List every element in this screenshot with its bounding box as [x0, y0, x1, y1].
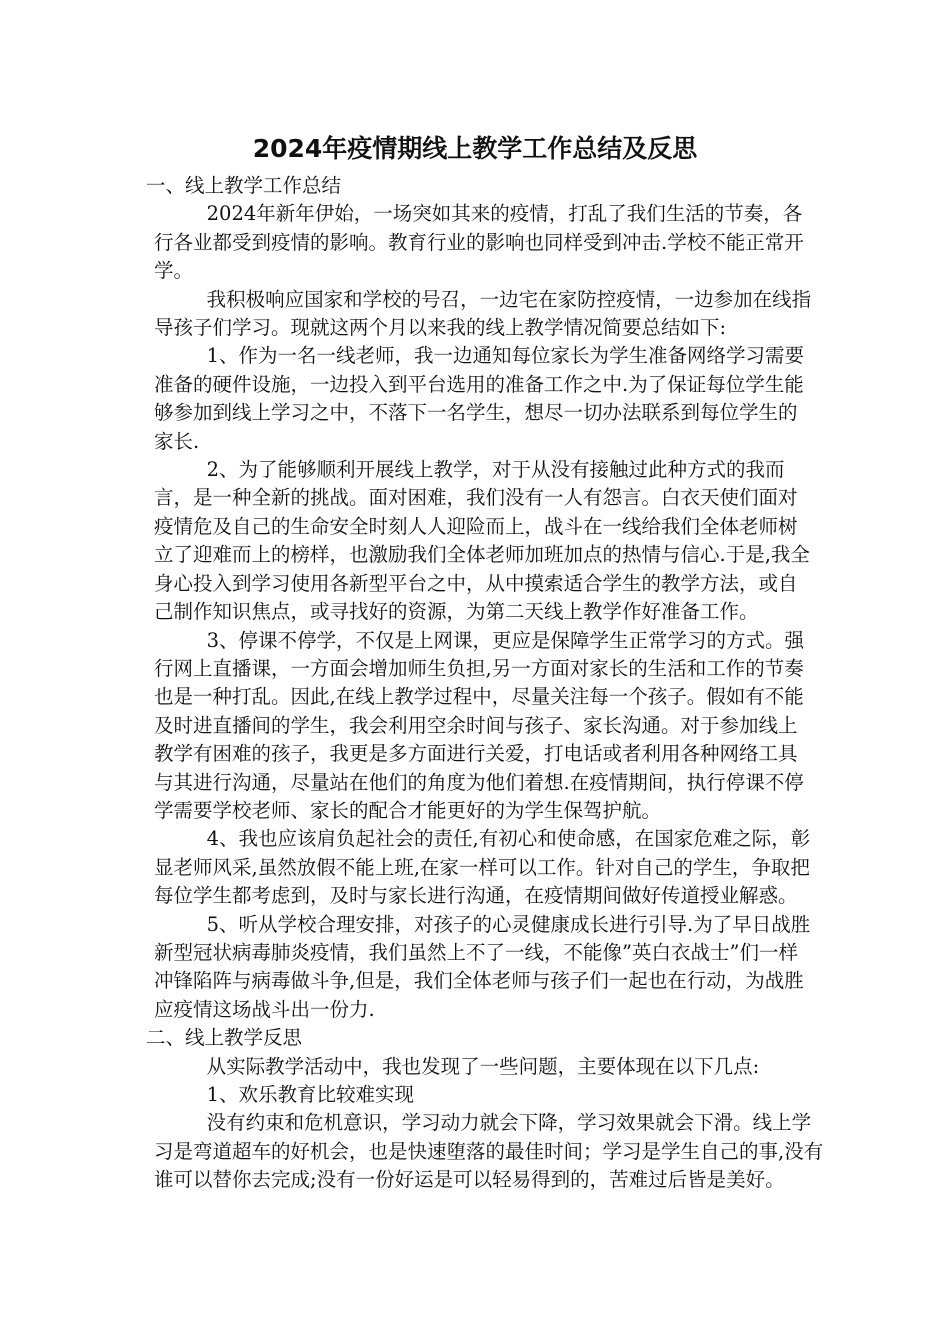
paragraph: 1、作为一名一线老师，我一边通知每位家长为学生准备网络学习需要准备的硬件设施，一边投入到平台选用的准备工作之中.为了保证每位学生能够参加到线上学习之中，不落下一名学生，想尽一切办法联系到每位学生的家长.	[154, 344, 805, 453]
paragraph: 从实际教学活动中，我也发现了一些问题，主要体现在以下几点:	[206, 1054, 760, 1078]
paragraph: 3、停课不停学，不仅是上网课，更应是保障学生正常学习的方式。强行网上直播课，一方面会增加师生负担,另一方面对家长的生活和工作的节奏也是一种打乱。因此,在线上教学过程中，尽量关注每一个孩子。假如有不能及时进直播间的学生，我会利用空余时间与孩子、家长沟通。对于参加线上教学有困难的孩子，我更是多方面进行关爱，打电话或者利用各种网络工具与其进行沟通，尽量站在他们的角度为他们着想.在疫情期间，执行停课不停学需要学校老师、家长的配合才能更好的为学生保驾护航。	[154, 628, 805, 822]
section-heading-reflection: 二、线上教学反思	[146, 1026, 303, 1050]
paragraph: 5、听从学校合理安排，对孩子的心灵健康成长进行引导.为了早日战胜新型冠状病毒肺炎疫情，我们虽然上不了一线，不能像”英白衣战士”们一样冲锋陷阵与病毒做斗争,但是，我们全体老师与孩子们一起也在行动，为战胜应疫情这场战斗出一份力.	[154, 912, 811, 1021]
paragraph: 4、我也应该肩负起社会的责任,有初心和使命感，在国家危难之际，彰显老师风采,虽然放假不能上班,在家一样可以工作。针对自己的学生，争取把每位学生都考虑到，及时与家长进行沟通，在疫情期间做好传道授业解惑。	[154, 827, 811, 908]
paragraph: 2024年新年伊始，一场突如其来的疫情，打乱了我们生活的节奏，各行各业都受到疫情的影响。教育行业的影响也同样受到冲击.学校不能正常开学。	[154, 202, 804, 283]
document-title: 2024年疫情期线上教学工作总结及反思	[252, 134, 698, 163]
paragraph: 没有约束和危机意识，学习动力就会下降，学习效果就会下滑。线上学习是弯道超车的好机会，也是快速堕落的最佳时间；学习是学生自己的事,没有谁可以替你去完成;没有一份好运是可以轻易得到的，苦难过后皆是美好。	[154, 1111, 824, 1192]
paragraph: 我积极响应国家和学校的号召，一边宅在家防控疫情，一边参加在线指导孩子们学习。现就这两个月以来我的线上教学情况简要总结如下:	[154, 287, 812, 340]
document-body	[146, 172, 824, 1195]
section-heading-summary: 一、线上教学工作总结	[146, 174, 342, 197]
paragraph: 2、为了能够顺利开展线上教学，对于从没有接触过此种方式的我而言，是一种全新的挑战。面对困难，我们没有一人有怨言。白衣天使们面对疫情危及自己的生命安全时刻人人迎险而上，战斗在一线给我们全体老师树立了迎难而上的榜样，也激励我们全体老师加班加点的热情与信心.于是,我全身心投入到学习使用各新型平台之中，从中摸索适合学生的教学方法，或自己制作知识焦点，或寻找好的资源，为第二天线上教学作好准备工作。	[154, 458, 810, 624]
subheading: 1、欢乐教育比较难实现	[206, 1083, 415, 1106]
